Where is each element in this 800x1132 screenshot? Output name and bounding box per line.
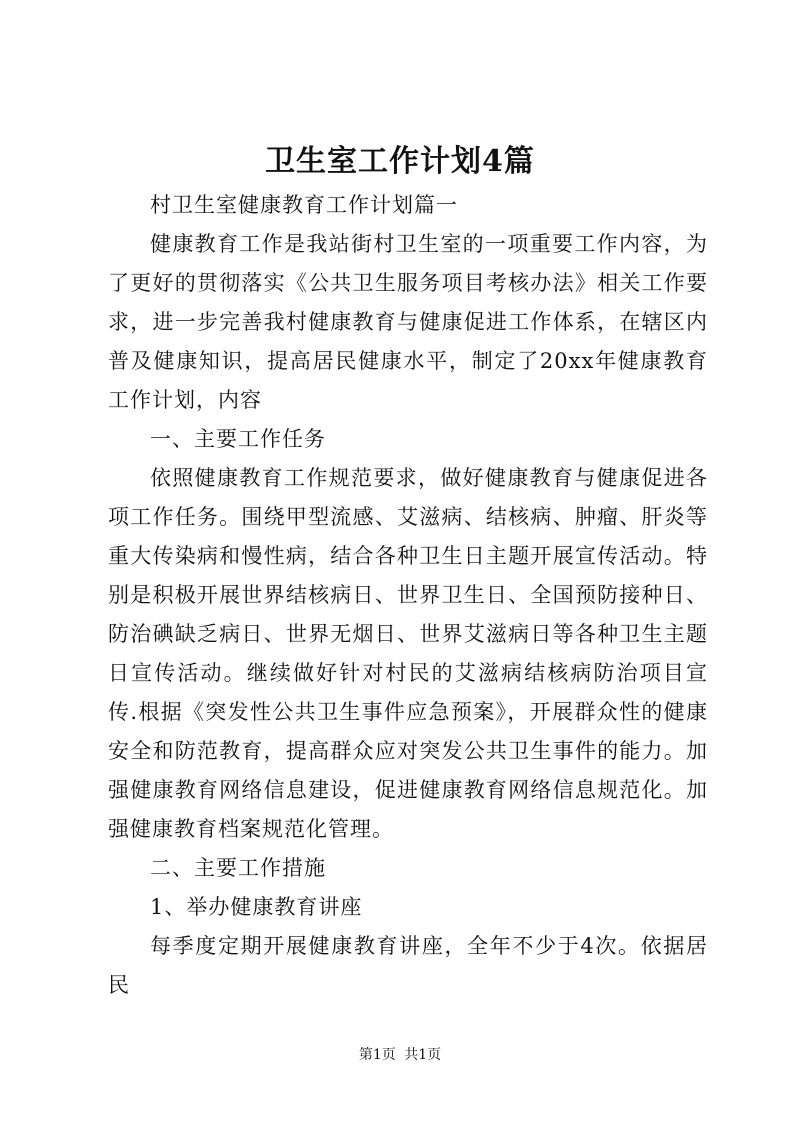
intro-paragraph: 健康教育工作是我站街村卫生室的一项重要工作内容，为了更好的贯彻落实《公共卫生服务项目考核办法》相关工作要求，进一步完善我村健康教育与健康促进工作体系，在辖区内普及健康知识，提高居民健康水平，制定了20xx年健康教育工作计划，内容: [108, 232, 708, 412]
section-heading-main-measures: 二、主要工作措施: [150, 856, 326, 880]
page-total: 共1页: [404, 1047, 442, 1063]
document-title: 卫生室工作计划4篇: [265, 144, 535, 179]
document-body: [108, 186, 708, 1005]
page-footer: [0, 1045, 800, 1065]
section-heading-main-tasks: 一、主要工作任务: [150, 427, 326, 451]
section-heading-plan-1: 村卫生室健康教育工作计划篇一: [150, 193, 458, 217]
lectures-paragraph: 每季度定期开展健康教育讲座，全年不少于4次。依据居民: [108, 934, 708, 997]
main-tasks-paragraph: 依照健康教育工作规范要求，做好健康教育与健康促进各项工作任务。围绕甲型流感、艾滋病、结核病、肿瘤、肝炎等重大传染病和慢性病，结合各种卫生日主题开展宣传活动。特别是积极开展世界结核病日、世界卫生日、全国预防接种日、防治碘缺乏病日、世界无烟日、世界艾滋病日等各种卫生主题日宣传活动。继续做好针对村民的艾滋病结核病防治项目宣传.根据《突发性公共卫生事件应急预案》，开展群众性的健康安全和防范教育，提高群众应对突发公共卫生事件的能力。加强健康教育网络信息建设，促进健康教育网络信息规范化。加强健康教育档案规范化管理。: [108, 466, 708, 841]
page-number: 第1页: [358, 1047, 396, 1063]
subheading-lectures: 1、举办健康教育讲座: [150, 895, 363, 919]
